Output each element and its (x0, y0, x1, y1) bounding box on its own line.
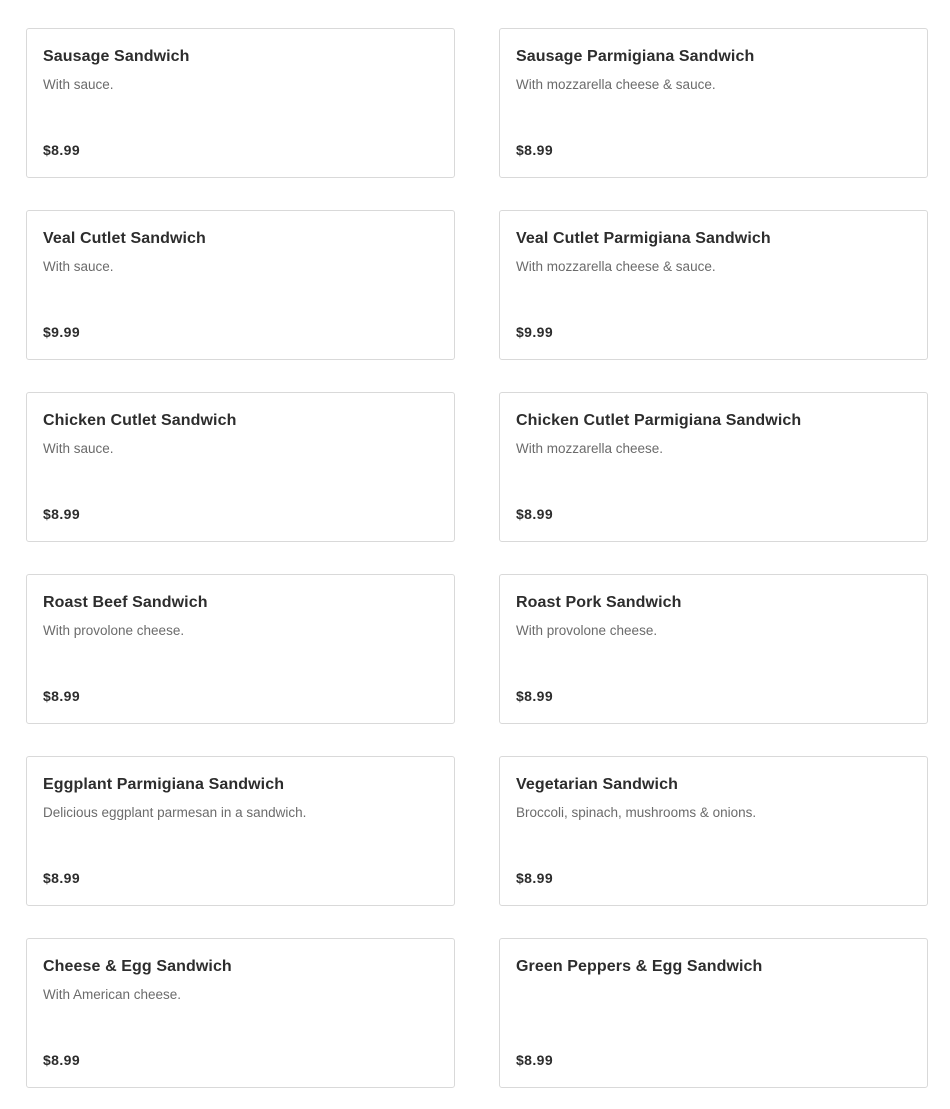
menu-item-description: With sauce. (43, 77, 114, 92)
menu-item-card[interactable] (499, 392, 928, 542)
menu-item-price: $8.99 (516, 1052, 554, 1068)
menu-item-name: Eggplant Parmigiana Sandwich (43, 776, 285, 793)
menu-item-description: With American cheese. (43, 987, 182, 1002)
menu-item-price: $8.99 (43, 142, 81, 158)
menu-item-card[interactable] (26, 574, 455, 724)
menu-item-price: $8.99 (43, 1052, 81, 1068)
menu-item-card[interactable] (499, 574, 928, 724)
menu-item-name: Sausage Parmigiana Sandwich (516, 48, 755, 65)
menu-item-card[interactable] (26, 756, 455, 906)
menu-item-name: Veal Cutlet Sandwich (43, 230, 206, 247)
menu-item-price: $8.99 (516, 688, 554, 704)
menu-item-description: Delicious eggplant parmesan in a sandwich. (43, 805, 307, 820)
menu-item-card[interactable] (499, 210, 928, 360)
menu-item-price: $8.99 (516, 870, 554, 886)
menu-item-price: $9.99 (516, 324, 554, 340)
menu-item-card[interactable] (499, 28, 928, 178)
menu-item-card[interactable] (26, 210, 455, 360)
menu-item-price: $8.99 (43, 506, 81, 522)
menu-item-price: $8.99 (516, 506, 554, 522)
menu-item-description: With sauce. (43, 259, 114, 274)
menu-item-name: Roast Beef Sandwich (43, 594, 208, 611)
menu-item-card[interactable] (26, 392, 455, 542)
menu-item-name: Roast Pork Sandwich (516, 594, 682, 611)
menu-item-description: With mozzarella cheese & sauce. (516, 259, 716, 274)
menu-item-card[interactable] (499, 756, 928, 906)
menu-item-name: Vegetarian Sandwich (516, 776, 678, 793)
menu-item-name: Cheese & Egg Sandwich (43, 958, 232, 975)
menu-item-description: Broccoli, spinach, mushrooms & onions. (516, 805, 757, 820)
menu-item-name: Veal Cutlet Parmigiana Sandwich (516, 230, 771, 247)
menu-item-description: With provolone cheese. (43, 623, 185, 638)
menu-item-grid (26, 0, 928, 1088)
menu-item-card[interactable] (26, 938, 455, 1088)
menu-item-name: Chicken Cutlet Sandwich (43, 412, 237, 429)
menu-item-description: With mozzarella cheese. (516, 441, 664, 456)
menu-item-name: Chicken Cutlet Parmigiana Sandwich (516, 412, 802, 429)
menu-item-description: With sauce. (43, 441, 114, 456)
menu-item-price: $8.99 (516, 142, 554, 158)
menu-item-card[interactable] (499, 938, 928, 1088)
menu-item-price: $8.99 (43, 870, 81, 886)
menu-item-price: $8.99 (43, 688, 81, 704)
menu-item-price: $9.99 (43, 324, 81, 340)
menu-item-name: Green Peppers & Egg Sandwich (516, 958, 763, 975)
menu-item-description: With mozzarella cheese & sauce. (516, 77, 716, 92)
menu-item-card[interactable] (26, 28, 455, 178)
menu-item-name: Sausage Sandwich (43, 48, 190, 65)
menu-item-description: With provolone cheese. (516, 623, 658, 638)
